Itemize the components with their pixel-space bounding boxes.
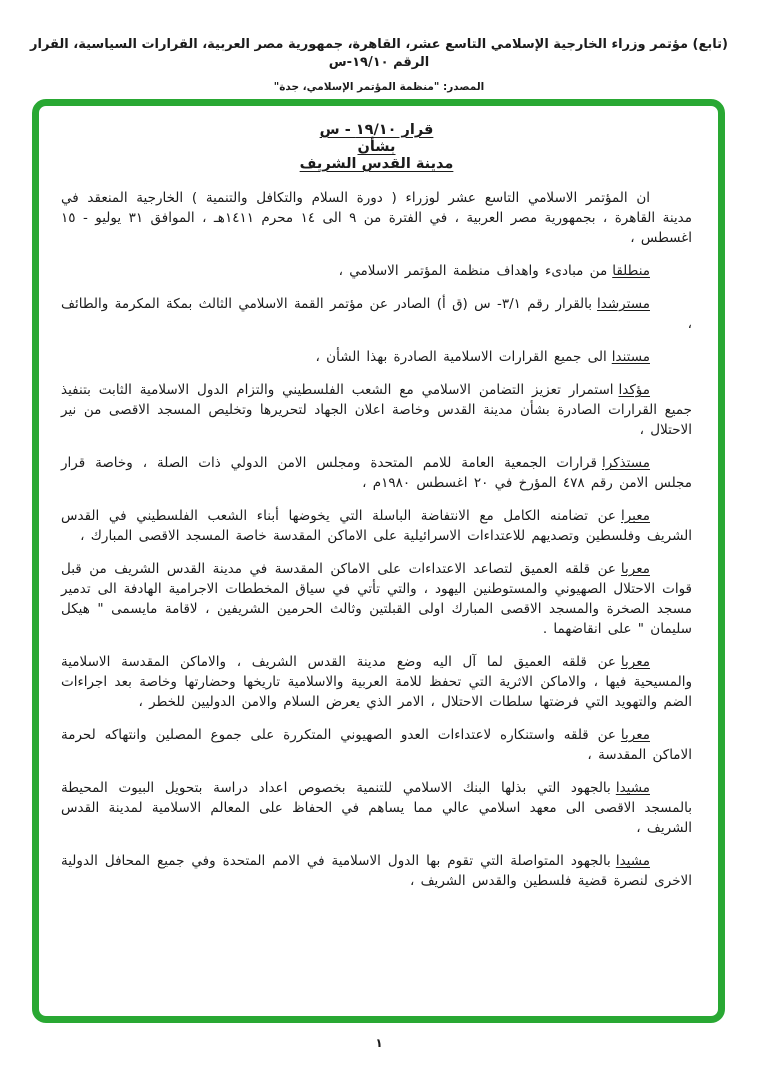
paragraph-lead-word: معبرا: [620, 508, 650, 524]
header-source: المصدر: "منظمة المؤتمر الإسلامي، جدة": [273, 81, 485, 93]
paragraph-text: عن قلقه العميق لما آل اليه وضع مدينة القدس الشريف ، والاماكن المقدسة الاسلامية والمسيحية فيها ، والاماكن الاثرية التي تحفظ للامة العربية والاسلامية تاريخها وحضارتها وخاصة بعد اجراءات الضم والتهويد التي فرضتها سلطات الاحتلال ، الامر الذي يعرض السلام والامن الدوليين للخطر ،: [61, 654, 692, 710]
resolution-paragraph: [61, 725, 692, 765]
resolution-body: [61, 188, 692, 891]
paragraph-text: الى جميع القرارات الاسلامية الصادرة بهذا الشأن ،: [315, 349, 607, 365]
paragraph-text: عن تضامنه الكامل مع الانتفاضة الباسلة التي يخوضها أبناء الشعب الفلسطيني في القدس الشريف وفلسطين وتصديهم للاعتداءات الاسرائيلية على الاماكن المقدسة خاصة المسجد الاقصى المبارك ،: [61, 508, 692, 544]
paragraph-lead-word: مؤكدا: [618, 382, 650, 398]
resolution-paragraph: [61, 294, 692, 334]
resolution-paragraph: [61, 261, 692, 281]
resolution-paragraph: [61, 851, 692, 891]
resolution-subject: مدينة القدس الشريف: [299, 156, 454, 172]
page-number: ١: [375, 1036, 383, 1050]
paragraph-text: ان المؤتمر الاسلامي التاسع عشر لوزراء ( دورة السلام والتكافل والتنمية ) الخارجية المنعقد في مدينة القاهرة ، بجمهورية مصر العربية ، في الفترة من ٩ الى ١٤ محرم ١٤١١هـ ، الموافق ٣١ يوليو - ١٥ اغسطس ،: [61, 190, 692, 246]
paragraph-lead-word: معربا: [620, 727, 650, 743]
resolution-paragraph: [61, 778, 692, 838]
resolution-regarding: بشأن: [357, 139, 396, 155]
paragraph-text: بالجهود التي بذلها البنك الاسلامي للتنمية بخصوص اعداد دراسة بتحويل البيوت المحيطة بالمسجد الاقصى الى معهد اسلامي عالي مما يساهم في الحفاظ على المعالم الاسلامية لمدينة القدس الشريف ،: [61, 780, 692, 836]
paragraph-text: بالقرار رقم ٣/١- س (ق أ) الصادر عن مؤتمر القمة الاسلامي الثالث بمكة المكرمة والطائف ،: [61, 296, 692, 332]
paragraph-text: من مبادىء واهداف منظمة المؤتمر الاسلامي ،: [338, 263, 608, 279]
paragraph-lead-word: معربا: [620, 561, 650, 577]
paragraph-lead-word: مستندا: [611, 349, 650, 365]
paragraph-lead-word: منطلقا: [612, 263, 650, 279]
resolution-paragraph: [61, 380, 692, 440]
paragraph-text: عن قلقه واستنكاره لاعتداءات العدو الصهيوني المتكررة على جموع المصلين وانتهاكه لحرمة الاماكن المقدسة ،: [61, 727, 692, 763]
paragraph-text: عن قلقه العميق لتصاعد الاعتداءات على الاماكن المقدسة في مدينة القدس الشريف من قبل قوات الاحتلال الصهيوني والمستوطنين اليهود ، والتي تأتي في سياق المخططات الاجرامية الهادفة الى تدمير مسجد الصخرة والمسجد الاقصى المبارك اولى القبلتين وثالث الحرمين الشريفين ، لاقامة مايسمى " هيكل سليمان " على انقاضهما .: [61, 561, 692, 637]
resolution-title: [61, 122, 692, 173]
paragraph-lead-word: مستذكرا: [601, 455, 650, 471]
paragraph-text: قرارات الجمعية العامة للامم المتحدة ومجلس الامن الدولي ذات الصلة ، وخاصة قرار مجلس الامن رقم ٤٧٨ المؤرخ في ٢٠ اغسطس ١٩٨٠م ،: [61, 455, 692, 491]
resolution-paragraph: [61, 506, 692, 546]
resolution-number: قرار ١٩/١٠ - س: [319, 122, 434, 138]
resolution-paragraph: [61, 347, 692, 367]
resolution-paragraph: [61, 652, 692, 712]
paragraph-text: بالجهود المتواصلة التي تقوم بها الدول الاسلامية في الامم المتحدة وفي جميع المحافل الدولية الاخرى لنصرة قضية فلسطين والقدس الشريف ،: [61, 853, 692, 889]
resolution-paragraph: [61, 559, 692, 639]
document-frame: [32, 99, 725, 1023]
paragraph-text: استمرار تعزيز التضامن الاسلامي مع الشعب الفلسطيني والتزام الدول الاسلامية الثابت بتنفيذ جميع القرارات الصادرة بشأن مدينة القدس وخاصة اعلان الجهاد لتحريرها وتخليص المسجد الاقصى من نير الاحتلال ،: [61, 382, 692, 438]
resolution-paragraph: [61, 188, 692, 248]
paragraph-lead-word: مشيدا: [615, 780, 650, 796]
paragraph-lead-word: معربا: [620, 654, 650, 670]
paragraph-lead-word: مسترشدا: [597, 296, 650, 312]
paragraph-lead-word: مشيدا: [615, 853, 650, 869]
resolution-paragraph: [61, 453, 692, 493]
header-citation: (تابع) مؤتمر وزراء الخارجية الإسلامي التاسع عشر، القاهرة، جمهورية مصر العربية، القرارات السياسية، القرار الرقم ١٩/١٠-س: [30, 37, 728, 70]
page-header: [0, 36, 758, 93]
